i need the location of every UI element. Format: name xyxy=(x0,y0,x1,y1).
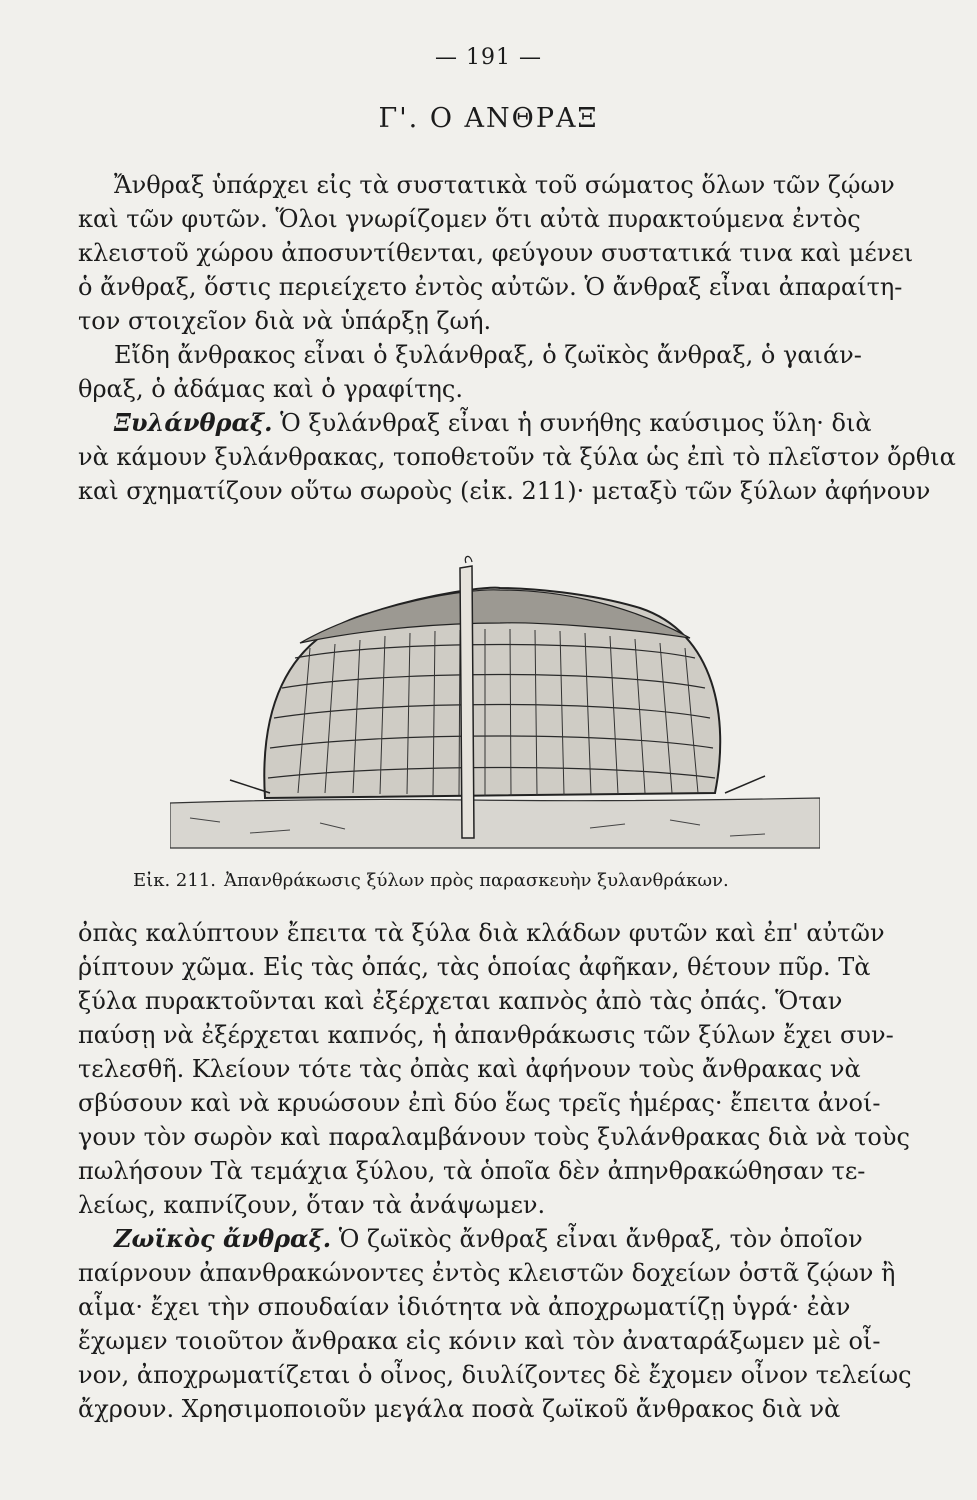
text-line: τον στοιχεῖον διὰ νὰ ὑπάρξῃ ζωή. xyxy=(78,307,492,335)
text-span: Ὁ ξυλάνθραξ εἶναι ἡ συνήθης καύσιμος ὕλη· διὰ xyxy=(280,409,872,437)
text-line: ὀπὰς καλύπτουν ἔπειτα τὰ ξύλα διὰ κλάδων φυτῶν καὶ ἐπ' αὐτῶν xyxy=(78,919,885,947)
page-number: — 191 — xyxy=(435,45,542,70)
text-line: λείως, καπνίζουν, ὅταν τὰ ἀνάψωμεν. xyxy=(78,1191,546,1219)
text-line: θραξ, ὁ ἀδάμας καὶ ὁ γραφίτης. xyxy=(78,375,463,403)
text-line: καὶ σχηματίζουν οὕτω σωροὺς (εἰκ. 211)· μεταξὺ τῶν ξύλων ἀφήνουν xyxy=(78,477,931,505)
text-line: ἄχρουν. Χρησιμοποιοῦν μεγάλα ποσὰ ζωϊκοῦ ἄνθρακος διὰ νὰ xyxy=(78,1395,841,1423)
text-line: παύσῃ νὰ ἐξέρχεται καπνός, ἡ ἀπανθράκωσις τῶν ξύλων ἔχει συν- xyxy=(78,1021,894,1049)
text-block-top xyxy=(78,168,956,508)
figure-label: Εἰκ. 211. xyxy=(133,870,216,891)
text-line: Εἴδη ἄνθρακος εἶναι ὁ ξυλάνθραξ, ὁ ζωϊκὸς ἄνθραξ, ὁ γαιάν- xyxy=(114,341,862,369)
text-line: ἔχωμεν τοιοῦτον ἄνθρακα εἰς κόνιν καὶ τὸν ἀναταράξωμεν μὲ οἶ- xyxy=(78,1327,881,1355)
text-line: ῥίπτουν χῶμα. Εἰς τὰς ὀπάς, τὰς ὁποίας ἀφῆκαν, θέτουν πῦρ. Τὰ xyxy=(78,953,871,981)
text-line: πωλήσουν Τὰ τεμάχια ξύλου, τὰ ὁποῖα δὲν ἀπηνθρακώθησαν τε- xyxy=(78,1157,866,1185)
text-line: καὶ τῶν φυτῶν. Ὅλοι γνωρίζομεν ὅτι αὐτὰ πυρακτούμενα ἐντὸς xyxy=(78,205,861,233)
text-line: τελεσθῆ. Κλείουν τότε τὰς ὀπὰς καὶ ἀφήνουν τοὺς ἄνθρακας νὰ xyxy=(78,1055,861,1083)
text-line: ὁ ἄνθραξ, ὅστις περιείχετο ἐντὸς αὐτῶν. Ὁ ἄνθραξ εἶναι ἀπαραίτη- xyxy=(78,273,903,301)
text-line: σβύσουν καὶ νὰ κρυώσουν ἐπὶ δύο ἕως τρεῖς ἡμέρας· ἔπειτα ἀνοί- xyxy=(78,1089,881,1117)
text-line: γουν τὸν σωρὸν καὶ παραλαμβάνουν τοὺς ξυλάνθρακας διὰ νὰ τοὺς xyxy=(78,1123,910,1151)
figure-caption xyxy=(133,870,729,891)
text-span: Ὁ ζωϊκὸς ἄνθραξ εἶναι ἄνθραξ, τὸν ὁποῖον xyxy=(338,1225,863,1253)
text-line: παίρνουν ἀπανθρακώνοντες ἐντὸς κλειστῶν δοχείων ὀστᾶ ζῴων ἢ xyxy=(78,1259,896,1287)
charcoal-pile-illustration xyxy=(170,548,820,858)
section-title: Γ'. Ο ΑΝΘΡΑΞ xyxy=(378,103,599,134)
text-line xyxy=(78,406,872,440)
text-line: κλειστοῦ χώρου ἀποσυντίθενται, φεύγουν συστατικά τινα καὶ μένει xyxy=(78,239,914,267)
text-block-bottom xyxy=(78,916,912,1426)
text-line: Ἄνθραξ ὑπάρχει εἰς τὰ συστατικὰ τοῦ σώματος ὅλων τῶν ζῴων xyxy=(114,171,895,199)
paragraph-heading: Ξυλάνθραξ. xyxy=(114,408,273,437)
text-line: αἷμα· ἔχει τὴν σπουδαίαν ἰδιότητα νὰ ἀποχρωματίζῃ ὑγρά· ἐὰν xyxy=(78,1293,851,1321)
text-line: ξύλα πυρακτοῦνται καὶ ἐξέρχεται καπνὸς ἀπὸ τὰς ὀπάς. Ὅταν xyxy=(78,987,843,1015)
text-line: νὰ κάμουν ξυλάνθρακας, τοποθετοῦν τὰ ξύλα ὡς ἐπὶ τὸ πλεῖστον ὄρθια xyxy=(78,443,956,471)
figure-caption-text: Ἀπανθράκωσις ξύλων πρὸς παρασκευὴν ξυλανθράκων. xyxy=(223,870,729,891)
text-line: νον, ἀποχρωματίζεται ὁ οἶνος, διυλίζοντες δὲ ἔχομεν οἶνον τελείως xyxy=(78,1361,912,1389)
paragraph-heading: Ζωϊκὸς ἄνθραξ. xyxy=(114,1224,332,1253)
text-line xyxy=(78,1222,863,1256)
